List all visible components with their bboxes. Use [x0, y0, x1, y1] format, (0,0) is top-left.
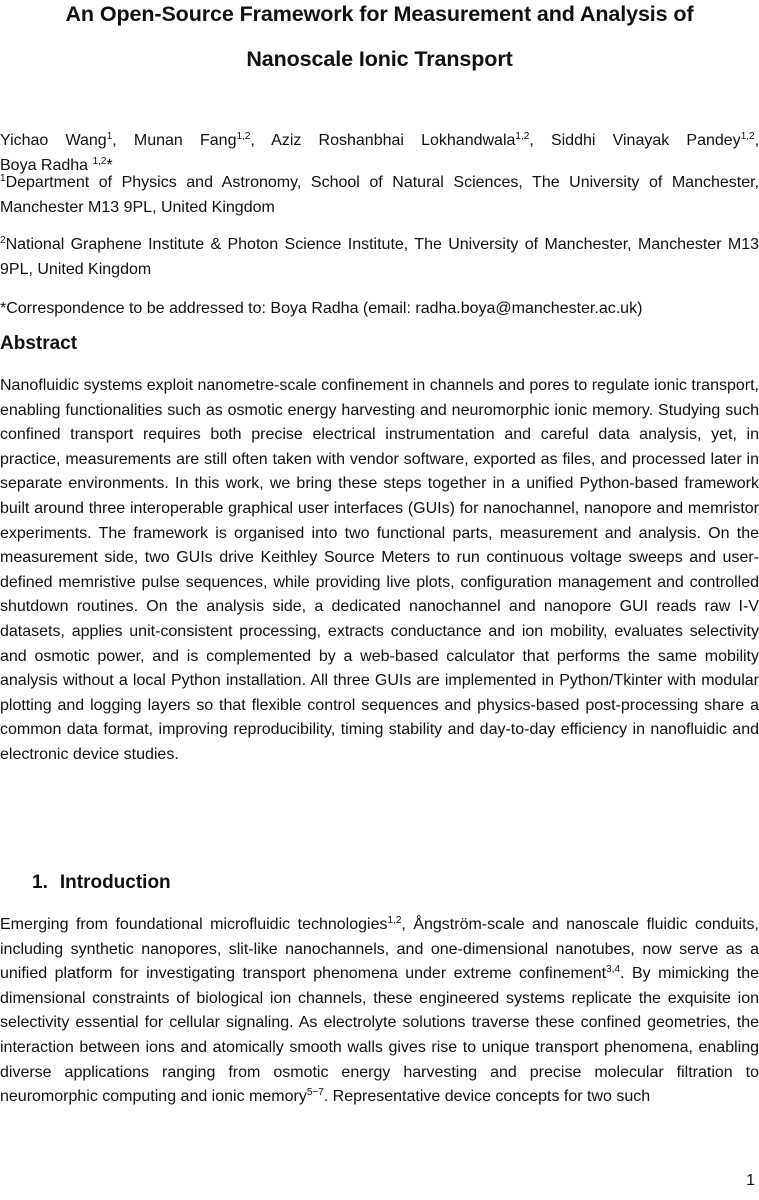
abstract-body: Nanofluidic systems exploit nanometre-scale confinement in channels and pores to regulate ionic transport, enabling functionalities such as osmotic energy harvesting and neuromorphic ionic memory. Studying such confined transport requires both precise electrical instrumentation and careful data analysis, yet, in practice, measurements are still often taken with vendor software, exported as files, and processed later in separate environments. In this work, we bring these steps together in a unified Python-based framework built around three interoperable graphical user interfaces (GUIs) for nanochannel, nanopore and memristor experiments. The framework is organised into two functional parts, measurement and analysis. On the measurement side, two GUIs drive Keithley Source Meters to run continuous voltage sweeps and user-defined memristive pulse sequences, while providing live plots, configuration management and controlled shutdown routines. On the analysis side, a dedicated nanochannel and nanopore GUI reads raw I-V datasets, applies unit-consistent processing, extracts conductance and ion mobility, evaluates selectivity and osmotic power, and is complemented by a web-based calculator that performs the same mobility analysis without a local Python installation. All three GUIs are implemented in Python/Tkinter with modular plotting and logging layers so that flexible control sequences and physics-based post-processing share a common data format, improving reproducibility, timing stability and day-to-day efficiency in nanofluidic and electronic device studies. — [0, 377, 759, 763]
author-name: Siddhi Vinayak Pandey — [550, 132, 741, 149]
section-title: Introduction — [59, 872, 171, 893]
intro-text: . Representative device concepts for two such — [323, 1088, 651, 1106]
author-separator: , — [754, 132, 759, 149]
citation-marker: 5−7 — [306, 1087, 324, 1099]
affiliation-text: Department of Physics and Astronomy, School of Natural Sciences, The University of Manchester, Manchester M13 9PL, United Kingdom — [0, 174, 759, 216]
paper-title-line-1: An Open-Source Framework for Measurement and Analysis of — [65, 2, 694, 26]
author-separator: , — [529, 132, 551, 149]
introduction-body — [0, 913, 759, 1110]
author-affiliation-marker: 1,2 — [740, 131, 755, 142]
affiliation-1 — [0, 170, 759, 220]
affiliation-marker: 1 — [0, 173, 6, 184]
citation-marker: 3,4 — [606, 964, 621, 976]
introduction-heading — [32, 872, 171, 894]
correspondence-note: *Correspondence to be addressed to: Boya Radha (email: radha.boya@manchester.ac.uk) — [0, 300, 643, 317]
intro-text: , Ångström-scale and nanoscale fluidic conduits, including synthetic nanopores, slit-like nanochannels, and one-dimensional nanotubes, now serve as a unified platform for investigating transport phenomena under extreme confinement — [0, 916, 759, 983]
corresponding-author-mark: * — [106, 157, 113, 174]
author-name: Boya Radha — [0, 157, 93, 174]
author-list-line-1 — [0, 128, 759, 153]
author-name: Yichao Wang — [0, 132, 107, 149]
section-number: 1. — [32, 872, 48, 893]
author-affiliation-marker: 1 — [106, 131, 113, 142]
affiliation-2 — [0, 232, 759, 282]
abstract-heading: Abstract — [0, 333, 78, 354]
author-separator: , — [112, 132, 134, 149]
citation-marker: 1,2 — [387, 915, 402, 926]
author-name: Munan Fang — [133, 132, 237, 149]
page-number: 1 — [746, 1172, 755, 1189]
author-affiliation-marker: 1,2 — [515, 131, 530, 142]
intro-text: Emerging from foundational microfluidic technologies — [0, 916, 388, 933]
author-separator: , — [250, 132, 272, 149]
affiliation-marker: 2 — [0, 235, 6, 246]
affiliation-text: National Graphene Institute & Photon Science Institute, The University of Manchester, Manchester M13 9PL, United Kingdom — [0, 236, 759, 278]
author-affiliation-marker: 1,2 — [92, 156, 107, 167]
author-name: Aziz Roshanbhai Lokhandwala — [271, 132, 516, 149]
author-affiliation-marker: 1,2 — [236, 131, 251, 142]
paper-title-line-2: Nanoscale Ionic Transport — [246, 47, 513, 71]
intro-text: . By mimicking the dimensional constraints of biological ion channels, these engineered systems replicate the exquisite ion selectivity essential for cellular signaling. As electrolyte solutions traverse these confined geometries, the interaction between ions and atomically smooth walls gives rise to unique transport phenomena, enabling diverse applications ranging from osmotic energy harvesting and precise molecular filtration to neuromorphic computing and ionic memory — [0, 965, 759, 1106]
